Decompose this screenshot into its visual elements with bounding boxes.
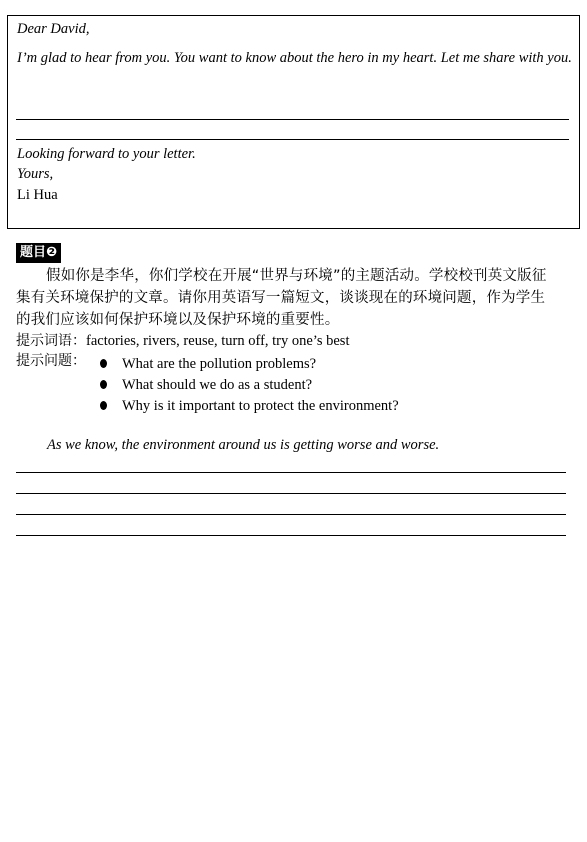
letter-intro: I’m glad to hear from you. You want to know about the hero in my heart. Let me share with you. (17, 50, 572, 66)
hint-words (16, 331, 349, 351)
bullet-icon (100, 401, 107, 410)
writing-line[interactable] (16, 119, 569, 120)
letter-box (7, 15, 580, 229)
writing-line[interactable] (16, 514, 566, 515)
question-text: What should we do as a student? (122, 377, 313, 393)
hint-questions-label: 提示问题： (16, 353, 86, 369)
bullet-icon (100, 380, 107, 389)
writing-line[interactable] (16, 535, 566, 536)
letter-signature: Li Hua (17, 187, 58, 203)
hint-words-label: 提示词语： (16, 333, 86, 349)
opening-sentence: As we know, the environment around us is getting worse and worse. (47, 437, 440, 453)
question-item (100, 396, 399, 416)
task-2-tag: 题目❷ (16, 243, 61, 263)
task-2-prompt: 假如你是李华，你们学校在开展“世界与环境”的主题活动。学校校刊英文版征集有关环境保护的文章。请你用英语写一篇短文，谈谈现在的环境问题，作为学生的我们应该如何保护环境以及保护环境的重要性。 (16, 268, 547, 328)
question-item (100, 354, 316, 374)
letter-sign-off: Yours, (17, 166, 54, 182)
question-text: What are the pollution problems? (122, 356, 317, 372)
bullet-icon (100, 359, 107, 368)
letter-closing-line: Looking forward to your letter. (17, 146, 196, 162)
writing-line[interactable] (16, 493, 566, 494)
writing-line[interactable] (16, 139, 569, 140)
hint-words-text: factories, rivers, reuse, turn off, try one’s best (86, 333, 350, 349)
writing-line[interactable] (16, 472, 566, 473)
question-text: Why is it important to protect the environment? (122, 398, 399, 414)
letter-greeting: Dear David, (17, 21, 90, 37)
question-item (100, 375, 312, 395)
